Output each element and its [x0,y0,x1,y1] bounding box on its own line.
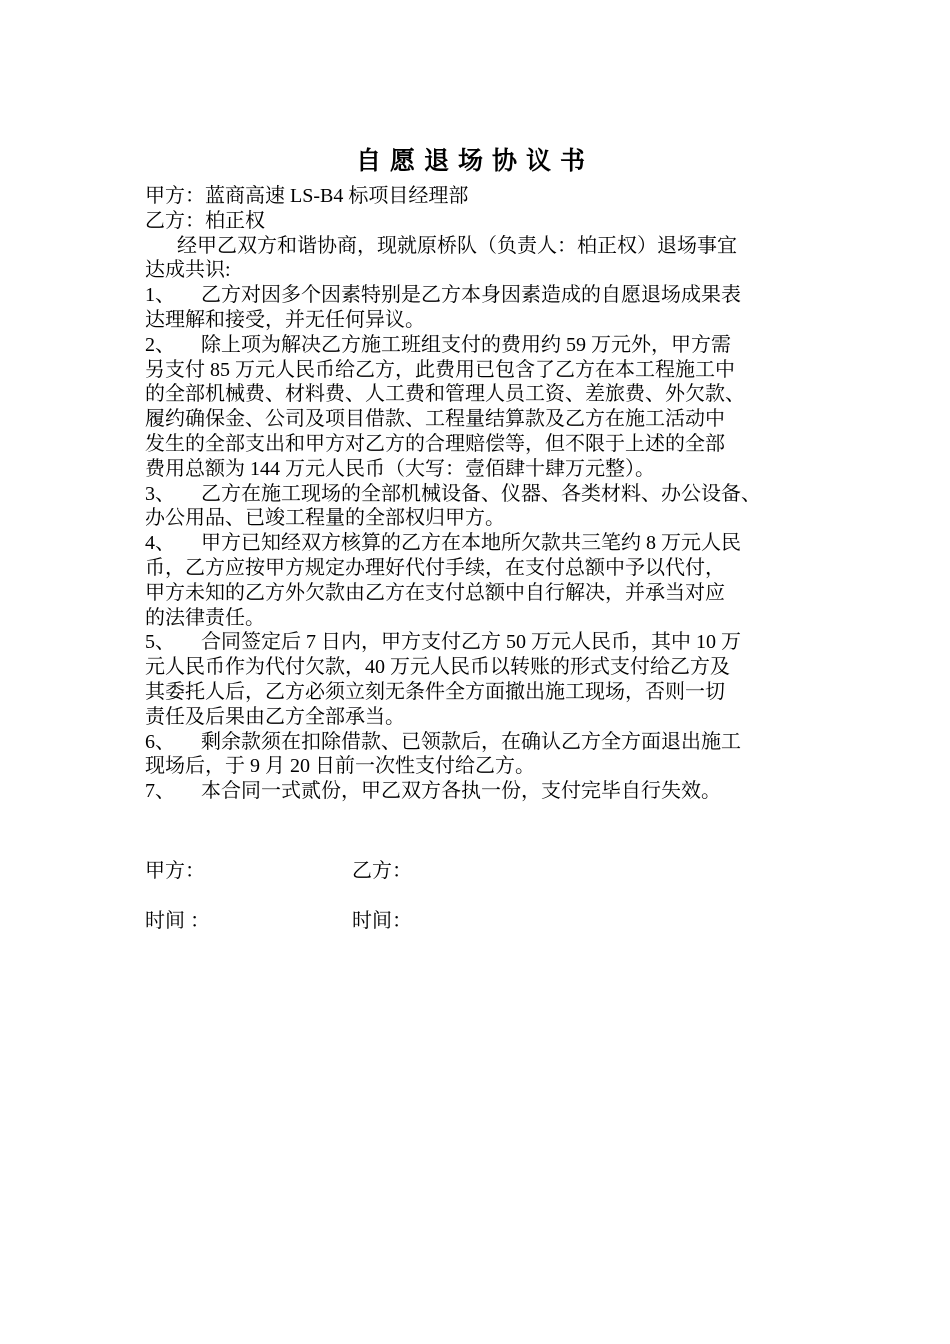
document-body [145,184,835,804]
clause-item [145,531,835,630]
clause-item [145,779,835,804]
clause-item [145,283,835,333]
clause-text [145,283,835,333]
intro-line-1: 经甲乙双方和谐协商，现就原桥队（负责人：柏正权）退场事宜 [177,234,737,257]
clause-number: 2、 [145,333,175,356]
clause-item [145,630,835,729]
clause-item [145,333,835,482]
clause-line: 币，乙方应按甲方规定办理好代付手续，在支付总额中予以代付， [145,556,725,579]
clause-line: 其委托人后，乙方必须立刻无条件全方面撤出施工现场，否则一切 [145,680,725,703]
clause-number: 5、 [145,631,175,654]
clause-number: 1、 [145,284,175,307]
clause-line: 剩余款须在扣除借款、已领款后，在确认乙方全方面退出施工 [201,730,741,753]
clause-line: 费用总额为 144 万元人民币（大写：壹佰肆十肆万元整）。 [145,457,655,480]
clause-text [145,482,835,532]
clause-line: 甲方已知经双方核算的乙方在本地所欠款共三笔约 8 万元人民 [201,532,741,555]
document-title: 自愿退场协议书 [355,148,594,175]
party-b-date-label: 时间： [352,910,412,932]
clause-line: 达理解和接受，并无任何异议。 [145,308,425,331]
clause-line: 的法律责任。 [145,606,265,629]
clause-list [145,283,835,804]
clause-text [145,333,835,482]
clause-line: 责任及后果由乙方全部承当。 [145,705,405,728]
clause-line: 乙方在施工现场的全部机械设备、仪器、各类材料、办公设备、 [201,482,761,505]
clause-line: 甲方未知的乙方外欠款由乙方在支付总额中自行解决，并承当对应 [145,581,725,604]
clause-text [145,630,835,729]
clause-line: 现场后，于 9 月 20 日前一次性支付给乙方。 [145,755,535,778]
clause-line: 另支付 85 万元人民币给乙方，此费用已包含了乙方在本工程施工中 [145,358,735,381]
party-a-date-label: 时间 ： [145,910,210,932]
clause-line: 的全部机械费、材料费、人工费和管理人员工资、差旅费、外欠款、 [145,383,745,406]
clause-number: 6、 [145,730,175,753]
party-a-line: 甲方：蓝商高速 LS-B4 标项目经理部 [145,185,469,207]
clause-line: 本合同一式贰份，甲乙双方各执一份，支付完毕自行失效。 [201,780,721,803]
clause-text [145,531,835,630]
party-b-signature-label: 乙方： [352,860,412,882]
clause-text [201,779,835,804]
clause-item [145,730,835,780]
party-b-line: 乙方：柏正权 [145,209,265,232]
clause-number: 7、 [145,780,175,803]
clause-line: 发生的全部支出和甲方对乙方的合理赔偿等，但不限于上述的全部 [145,432,725,455]
clause-line: 合同签定后 7 日内，甲方支付乙方 50 万元人民币，其中 10 万 [201,631,741,654]
clause-number: 4、 [145,532,175,555]
clause-line: 除上项为解决乙方施工班组支付的费用约 59 万元外，甲方需 [201,333,731,356]
intro-line-2: 达成共识: [145,259,231,282]
clause-line: 履约确保金、公司及项目借款、工程量结算款及乙方在施工活动中 [145,408,725,431]
clause-text [145,730,835,780]
clause-line: 元人民币作为代付欠款，40 万元人民币以转账的形式支付给乙方及 [145,656,730,679]
clause-line: 办公用品、已竣工程量的全部权归甲方。 [145,507,505,530]
party-a-signature-label: 甲方： [145,860,205,882]
clause-item [145,482,835,532]
clause-line: 乙方对因多个因素特别是乙方本身因素造成的自愿退场成果表 [201,284,741,307]
clause-number: 3、 [145,482,175,505]
